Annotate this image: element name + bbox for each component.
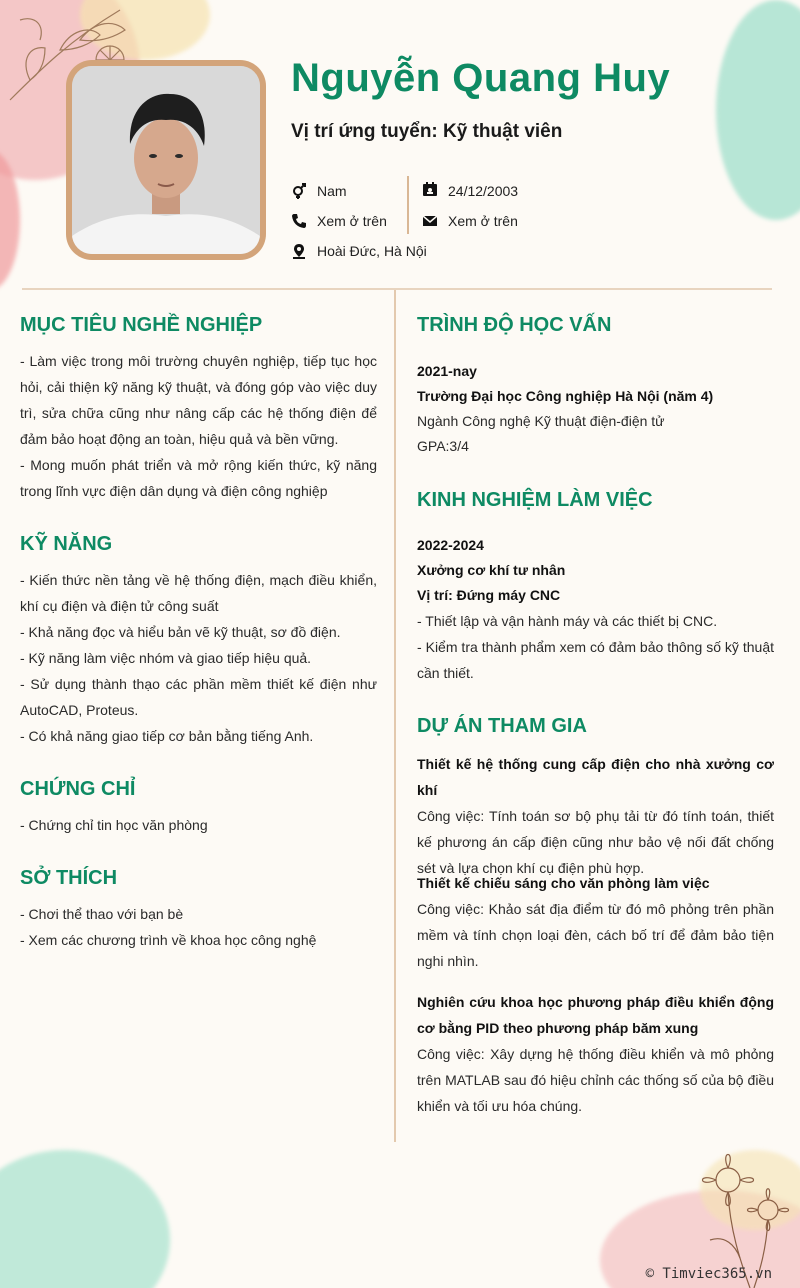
- certificates-title: CHỨNG CHỈ: [20, 778, 136, 800]
- phone-value: Xem ở trên: [317, 213, 387, 229]
- objective-line: - Mong muốn phát triển và mở rộng kiến thức, kỹ năng trong lĩnh vực điện dân dụng và điện công nghiệp: [20, 457, 377, 499]
- location-icon: [291, 243, 307, 259]
- education-period: 2021-nay: [417, 363, 477, 379]
- hobby-line: - Chơi thể thao với bạn bè: [20, 906, 184, 922]
- experience-period: 2022-2024: [417, 537, 484, 553]
- skills-title: KỸ NĂNG: [20, 533, 113, 555]
- certificate-line: - Chứng chỉ tin học văn phòng: [20, 817, 208, 833]
- email-value: Xem ở trên: [448, 213, 518, 229]
- address-value: Hoài Đức, Hà Nội: [317, 243, 427, 259]
- skill-line: - Kiến thức nền tảng về hệ thống điện, mạch điều khiển, khí cụ điện và điện tử công suất: [20, 572, 377, 614]
- experience-title: KINH NGHIỆM LÀM VIỆC: [417, 489, 653, 511]
- education-title: TRÌNH ĐỘ HỌC VẤN: [417, 314, 612, 336]
- email-icon: [422, 213, 438, 229]
- certificates-text: [20, 812, 377, 838]
- gender-value: Nam: [317, 183, 347, 199]
- project-item-1: [417, 751, 774, 881]
- watermark: © Timviec365.vn: [645, 1266, 772, 1282]
- experience-role: Vị trí: Đứng máy CNC: [417, 587, 561, 603]
- objective-title: MỤC TIÊU NGHỀ NGHIỆP: [20, 314, 263, 336]
- profile-photo: [72, 66, 260, 254]
- applied-position: Vị trí ứng tuyển: Kỹ thuật viên: [291, 121, 563, 142]
- project-item-3: [417, 989, 774, 1119]
- calendar-icon: [422, 181, 438, 197]
- birthdate-value: 24/12/2003: [448, 183, 519, 199]
- phone-icon: [291, 213, 307, 229]
- experience-line: - Thiết lập và vận hành máy và các thiết bị CNC.: [417, 613, 718, 629]
- header-divider: [407, 176, 409, 234]
- project-desc: Công việc: Tính toán sơ bộ phụ tải từ đó tính toán, thiết kế phương án cấp điện cũng như bảo vệ nối đất chống sét và lựa chọn khí cụ điện phù hợp.: [417, 808, 774, 876]
- gender-icon: [291, 183, 307, 199]
- project-desc: Công việc: Khảo sát địa điểm từ đó mô phỏng trên phần mềm và tính chọn loại đèn, cách bố trí để đảm bảo tiện nghi nhìn.: [417, 901, 774, 969]
- hobbies-text: [20, 901, 377, 953]
- skill-line: - Sử dụng thành thạo các phần mềm thiết kế điện như AutoCAD, Proteus.: [20, 676, 377, 718]
- project-item-2: [417, 870, 774, 974]
- candidate-name: Nguyễn Quang Huy: [291, 56, 671, 100]
- profile-photo-frame: [66, 60, 266, 260]
- hobbies-title: SỞ THÍCH: [20, 867, 118, 889]
- objective-text: [20, 348, 377, 504]
- project-name: Thiết kế chiếu sáng cho văn phòng làm việc: [417, 875, 710, 891]
- education-gpa: GPA:3/4: [417, 438, 469, 454]
- project-desc: Công việc: Xây dựng hệ thống điều khiển và mô phỏng trên MATLAB sau đó hiệu chỉnh các thống số của bộ điều khiển và tối ưu hóa chúng.: [417, 1046, 774, 1114]
- projects-title: DỰ ÁN THAM GIA: [417, 715, 587, 737]
- decor-teal-top-right: [716, 0, 800, 220]
- project-name: Nghiên cứu khoa học phương pháp điều khiển động cơ bằng PID theo phương pháp băm xung: [417, 994, 774, 1036]
- skills-text: [20, 567, 377, 749]
- hobby-line: - Xem các chương trình về khoa học công nghệ: [20, 932, 317, 948]
- experience-text: [417, 533, 774, 686]
- skill-line: - Kỹ năng làm việc nhóm và giao tiếp hiệu quả.: [20, 650, 312, 666]
- project-name: Thiết kế hệ thống cung cấp điện cho nhà xưởng cơ khí: [417, 756, 774, 798]
- experience-company: Xưởng cơ khí tư nhân: [417, 562, 566, 578]
- column-divider: [394, 290, 396, 1142]
- skill-line: - Có khả năng giao tiếp cơ bản bằng tiếng Anh.: [20, 728, 314, 744]
- education-school: Trường Đại học Công nghiệp Hà Nội (năm 4): [417, 388, 714, 404]
- header-separator: [22, 288, 772, 290]
- experience-line: - Kiểm tra thành phẩm xem có đảm bảo thông số kỹ thuật cần thiết.: [417, 639, 774, 681]
- decor-teal-bottom-left: [0, 1150, 170, 1288]
- education-major: Ngành Công nghệ Kỹ thuật điện-điện tử: [417, 413, 665, 429]
- skill-line: - Khả năng đọc và hiểu bản vẽ kỹ thuật, sơ đồ điện.: [20, 624, 341, 640]
- education-text: [417, 359, 774, 459]
- objective-line: - Làm việc trong môi trường chuyên nghiệp, tiếp tục học hỏi, cải thiện kỹ năng kỹ thuật, và đóng góp vào việc duy trì, sửa chữa cũng như nâng cấp các hệ thống điện để đảm bảo hoạt động an toàn, hiệu quả và bền vững.: [20, 353, 377, 447]
